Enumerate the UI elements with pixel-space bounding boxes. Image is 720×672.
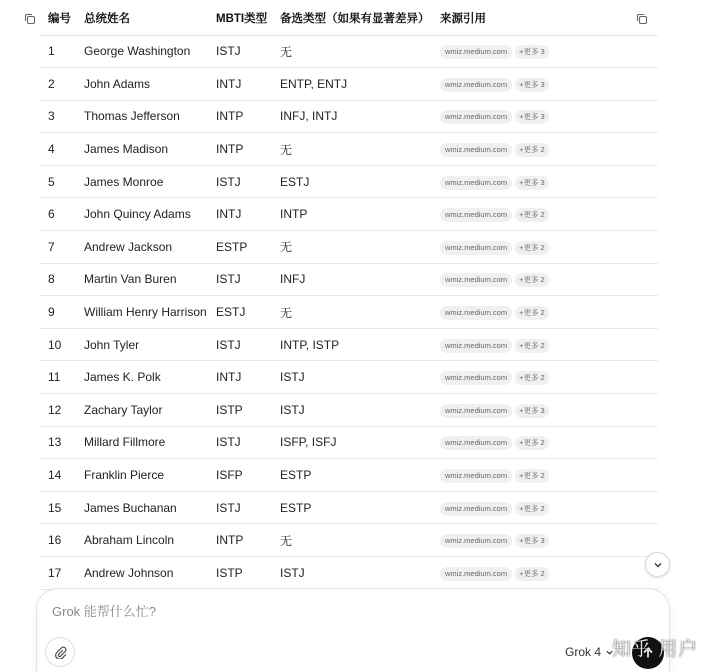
more-sources-chip[interactable]: +更多 2 <box>515 502 549 516</box>
source-chip[interactable]: wmiz.medium.com <box>440 241 512 255</box>
more-sources-chip[interactable]: +更多 2 <box>515 567 549 581</box>
table-row <box>40 394 658 427</box>
source-chip[interactable]: wmiz.medium.com <box>440 371 512 385</box>
row-alt-type: ISTJ <box>272 557 432 590</box>
row-sources <box>432 491 658 524</box>
more-sources-chip[interactable]: +更多 3 <box>515 176 549 190</box>
source-chip[interactable]: wmiz.medium.com <box>440 306 512 320</box>
row-sources <box>432 35 658 68</box>
row-president-name: Martin Van Buren <box>76 263 208 296</box>
row-num: 6 <box>40 198 76 231</box>
message-composer <box>36 588 670 672</box>
copy-table-left-icon[interactable] <box>23 12 37 26</box>
arrow-up-icon <box>641 646 655 660</box>
row-mbti-type: ISTJ <box>208 491 272 524</box>
row-sources <box>432 198 658 231</box>
row-alt-type: 无 <box>272 35 432 68</box>
row-num: 16 <box>40 524 76 557</box>
source-chip[interactable]: wmiz.medium.com <box>440 45 512 59</box>
row-mbti-type: ISFP <box>208 459 272 492</box>
table-row <box>40 263 658 296</box>
scroll-down-button[interactable] <box>645 552 670 577</box>
row-num: 5 <box>40 165 76 198</box>
source-chip[interactable]: wmiz.medium.com <box>440 469 512 483</box>
row-mbti-type: ESTJ <box>208 296 272 329</box>
more-sources-chip[interactable]: +更多 3 <box>515 534 549 548</box>
row-num: 17 <box>40 557 76 590</box>
source-chip[interactable]: wmiz.medium.com <box>440 404 512 418</box>
row-alt-type: ESTJ <box>272 165 432 198</box>
row-alt-type: 无 <box>272 524 432 557</box>
source-chip[interactable]: wmiz.medium.com <box>440 110 512 124</box>
more-sources-chip[interactable]: +更多 2 <box>515 469 549 483</box>
row-mbti-type: INTP <box>208 100 272 133</box>
more-sources-chip[interactable]: +更多 3 <box>515 45 549 59</box>
row-num: 15 <box>40 491 76 524</box>
row-alt-type: 无 <box>272 133 432 166</box>
source-chip[interactable]: wmiz.medium.com <box>440 208 512 222</box>
row-sources <box>432 68 658 101</box>
table-row <box>40 100 658 133</box>
row-num: 11 <box>40 361 76 394</box>
row-sources <box>432 231 658 264</box>
row-sources <box>432 394 658 427</box>
attach-button[interactable] <box>45 637 75 667</box>
table-row <box>40 133 658 166</box>
row-sources <box>432 426 658 459</box>
row-alt-type: INTP, ISTP <box>272 328 432 361</box>
table-row <box>40 459 658 492</box>
row-president-name: Andrew Jackson <box>76 231 208 264</box>
source-chip[interactable]: wmiz.medium.com <box>440 567 512 581</box>
table-row <box>40 426 658 459</box>
row-num: 9 <box>40 296 76 329</box>
row-sources <box>432 328 658 361</box>
row-president-name: James Buchanan <box>76 491 208 524</box>
row-mbti-type: INTP <box>208 524 272 557</box>
row-sources <box>432 133 658 166</box>
row-president-name: Franklin Pierce <box>76 459 208 492</box>
header-source: 来源引用 <box>432 2 658 35</box>
row-president-name: James Madison <box>76 133 208 166</box>
row-president-name: Abraham Lincoln <box>76 524 208 557</box>
row-president-name: Thomas Jefferson <box>76 100 208 133</box>
row-mbti-type: INTP <box>208 133 272 166</box>
row-mbti-type: ISTJ <box>208 263 272 296</box>
row-mbti-type: ISTJ <box>208 165 272 198</box>
row-num: 7 <box>40 231 76 264</box>
row-num: 14 <box>40 459 76 492</box>
model-selector[interactable] <box>565 645 614 659</box>
row-mbti-type: ESTP <box>208 231 272 264</box>
row-alt-type: ISTJ <box>272 394 432 427</box>
message-input[interactable] <box>52 604 552 619</box>
table-header-row <box>40 2 658 35</box>
row-president-name: George Washington <box>76 35 208 68</box>
row-president-name: Millard Fillmore <box>76 426 208 459</box>
row-alt-type: ISTJ <box>272 361 432 394</box>
row-sources <box>432 361 658 394</box>
source-chip[interactable]: wmiz.medium.com <box>440 78 512 92</box>
model-label: Grok 4 <box>565 645 602 659</box>
row-alt-type: ENTP, ENTJ <box>272 68 432 101</box>
source-chip[interactable]: wmiz.medium.com <box>440 502 512 516</box>
table-row <box>40 524 658 557</box>
table-row <box>40 231 658 264</box>
row-mbti-type: ISTJ <box>208 426 272 459</box>
source-chip[interactable]: wmiz.medium.com <box>440 273 512 287</box>
row-mbti-type: INTJ <box>208 68 272 101</box>
table-row <box>40 557 658 590</box>
table-row <box>40 165 658 198</box>
row-alt-type: ESTP <box>272 491 432 524</box>
row-alt-type: 无 <box>272 231 432 264</box>
more-sources-chip[interactable]: +更多 2 <box>515 436 549 450</box>
table-row <box>40 491 658 524</box>
row-president-name: William Henry Harrison <box>76 296 208 329</box>
row-sources <box>432 459 658 492</box>
table-row <box>40 296 658 329</box>
more-sources-chip[interactable]: +更多 2 <box>515 306 549 320</box>
row-num: 1 <box>40 35 76 68</box>
row-num: 13 <box>40 426 76 459</box>
row-mbti-type: ISTP <box>208 394 272 427</box>
header-num: 编号 <box>40 2 76 35</box>
source-chip[interactable]: wmiz.medium.com <box>440 143 512 157</box>
source-chip[interactable]: wmiz.medium.com <box>440 339 512 353</box>
row-sources <box>432 165 658 198</box>
chevron-down-icon <box>605 648 614 657</box>
row-alt-type: ISFP, ISFJ <box>272 426 432 459</box>
row-mbti-type: ISTJ <box>208 35 272 68</box>
row-sources <box>432 557 658 590</box>
more-sources-chip[interactable]: +更多 3 <box>515 78 549 92</box>
row-alt-type: INTP <box>272 198 432 231</box>
table-row <box>40 361 658 394</box>
row-president-name: James Monroe <box>76 165 208 198</box>
row-num: 3 <box>40 100 76 133</box>
row-num: 10 <box>40 328 76 361</box>
row-num: 2 <box>40 68 76 101</box>
row-alt-type: INFJ <box>272 263 432 296</box>
row-sources <box>432 263 658 296</box>
chevron-down-icon <box>652 559 664 571</box>
more-sources-chip[interactable]: +更多 2 <box>515 273 549 287</box>
more-sources-chip[interactable]: +更多 2 <box>515 143 549 157</box>
table-row <box>40 68 658 101</box>
row-alt-type: ESTP <box>272 459 432 492</box>
more-sources-chip[interactable]: +更多 3 <box>515 110 549 124</box>
row-num: 4 <box>40 133 76 166</box>
row-president-name: John Quincy Adams <box>76 198 208 231</box>
more-sources-chip[interactable]: +更多 2 <box>515 371 549 385</box>
header-name: 总统姓名 <box>76 2 208 35</box>
row-president-name: John Adams <box>76 68 208 101</box>
table-body <box>40 35 658 589</box>
source-chip[interactable]: wmiz.medium.com <box>440 436 512 450</box>
presidents-mbti-table <box>40 2 658 590</box>
more-sources-chip[interactable]: +更多 2 <box>515 208 549 222</box>
row-num: 12 <box>40 394 76 427</box>
row-president-name: Zachary Taylor <box>76 394 208 427</box>
send-button[interactable] <box>632 637 664 669</box>
row-president-name: James K. Polk <box>76 361 208 394</box>
header-mbti: MBTI类型 <box>208 2 272 35</box>
table-row <box>40 328 658 361</box>
source-chip[interactable]: wmiz.medium.com <box>440 176 512 190</box>
row-mbti-type: INTJ <box>208 198 272 231</box>
more-sources-chip[interactable]: +更多 2 <box>515 241 549 255</box>
row-alt-type: INFJ, INTJ <box>272 100 432 133</box>
row-president-name: Andrew Johnson <box>76 557 208 590</box>
row-sources <box>432 296 658 329</box>
row-alt-type: 无 <box>272 296 432 329</box>
row-sources <box>432 524 658 557</box>
row-sources <box>432 100 658 133</box>
source-chip[interactable]: wmiz.medium.com <box>440 534 512 548</box>
row-mbti-type: INTJ <box>208 361 272 394</box>
header-alt: 备选类型（如果有显著差异） <box>272 2 432 35</box>
watermark: 知乎 用户 <box>612 639 699 660</box>
row-mbti-type: ISTJ <box>208 328 272 361</box>
row-president-name: John Tyler <box>76 328 208 361</box>
row-num: 8 <box>40 263 76 296</box>
table-row <box>40 35 658 68</box>
more-sources-chip[interactable]: +更多 2 <box>515 339 549 353</box>
row-mbti-type: ISTP <box>208 557 272 590</box>
more-sources-chip[interactable]: +更多 3 <box>515 404 549 418</box>
table-row <box>40 198 658 231</box>
paperclip-icon <box>54 646 67 659</box>
